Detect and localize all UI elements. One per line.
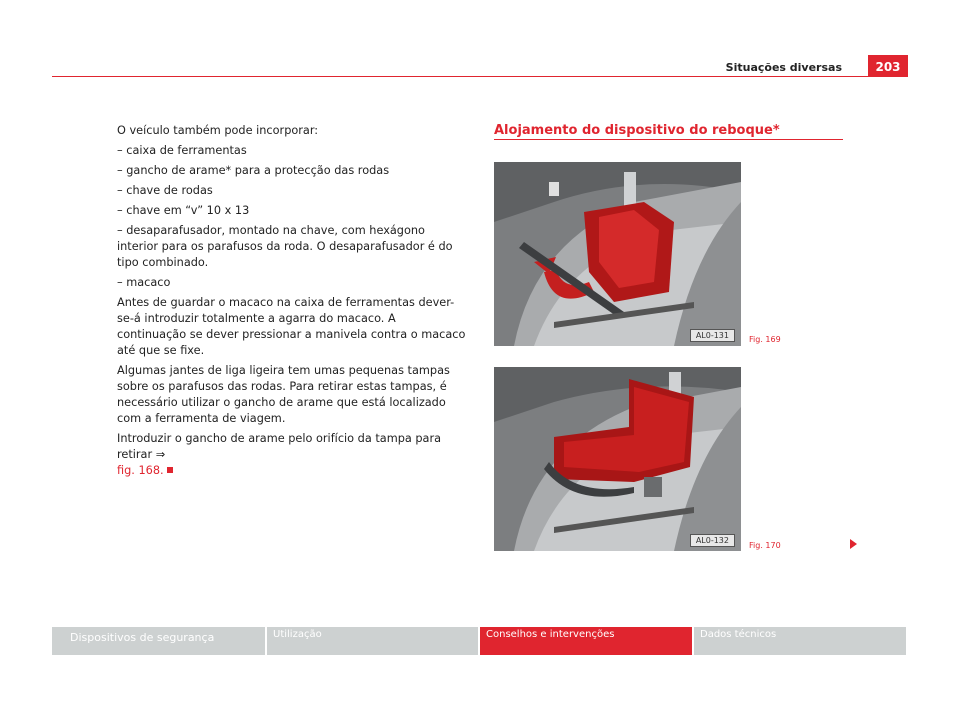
end-of-section-icon (167, 467, 173, 473)
list-item: – caixa de ferramentas (117, 144, 247, 157)
tab-dados-tecnicos[interactable]: Dados técnicos (692, 627, 906, 655)
towing-hook-cover-illustration (494, 367, 741, 551)
figure-170-image (494, 367, 741, 551)
list-item: – macaco (117, 276, 171, 289)
figure-169-caption: Fig. 169 (749, 335, 781, 344)
tab-conselhos-e-intervencoes[interactable]: Conselhos e intervenções (478, 627, 692, 655)
intro-text: O veículo também pode incorporar: (117, 124, 319, 137)
tab-dispositivos-de-seguranca[interactable]: Dispositivos de segurança (52, 627, 265, 655)
figure-170-caption: Fig. 170 (749, 541, 781, 550)
tab-utilizacao[interactable]: Utilização (265, 627, 478, 655)
section-rule (494, 139, 843, 140)
paragraph-caps: Algumas jantes de liga ligeira tem umas pequenas tampas sobre os parafusos das rodas. Para retirar estas tampas, é necessário utilizar o gancho de arame que está localizado com a ferramenta de viagem. (117, 364, 450, 425)
page-number: 203 (868, 55, 908, 77)
paragraph-jack: Antes de guardar o macaco na caixa de ferramentas dever-se-á introduzir totalmente a agarra do macaco. A continuação se dever pressionar a manivela contra o macaco até que se fixe. (117, 296, 466, 357)
figure-169-image (494, 162, 741, 346)
list-item: – chave de rodas (117, 184, 213, 197)
paragraph-hook-text: Introduzir o gancho de arame pelo orifício da tampa para retirar ⇒ (117, 432, 442, 461)
list-item: – gancho de arame* para a protecção das rodas (117, 164, 390, 177)
figure-code-label: AL0-131 (690, 329, 735, 342)
towing-hook-housing-illustration (494, 162, 741, 346)
header-rule (52, 76, 907, 77)
figure-code-label: AL0-132 (690, 534, 735, 547)
body-text-column (117, 123, 467, 483)
next-page-arrow-icon[interactable] (850, 539, 857, 549)
list-item: – desaparafusador, montado na chave, com hexágono interior para os parafusos da roda. O desaparafusador é do tipo combinado. (117, 224, 453, 269)
fig-168-link[interactable]: fig. 168. (117, 464, 164, 477)
chapter-title: Situações diversas (725, 61, 842, 74)
section-title: Alojamento do dispositivo do reboque* (494, 123, 780, 138)
list-item: – chave em “v” 10 x 13 (117, 204, 250, 217)
paragraph-hook (117, 431, 467, 479)
footer-nav (52, 627, 908, 655)
